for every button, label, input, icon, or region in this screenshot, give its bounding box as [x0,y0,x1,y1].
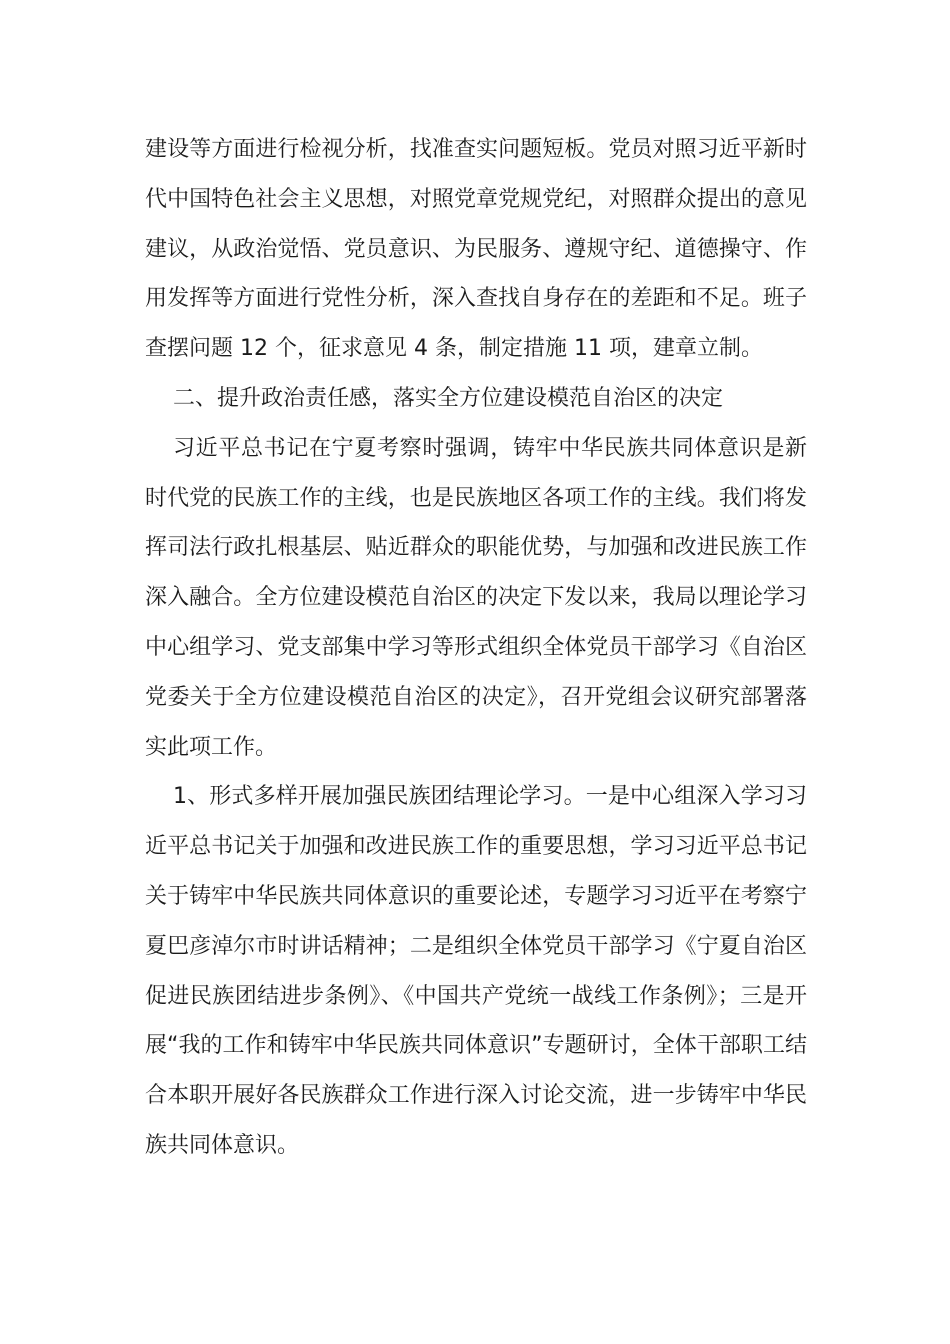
paragraph-numbered-item: 1、形式多样开展加强民族团结理论学习。一是中心组深入学习习近平总书记关于加强和改进民族工作的重要思想，学习习近平总书记关于铸牢中华民族共同体意识的重要论述，专题学习习近平在考察宁夏巴彦淖尔市时讲话精神；二是组织全体党员干部学习《宁夏自治区促进民族团结进步条例》、《中国共产党统一战线工作条例》；三是开展“我的工作和铸牢中华民族共同体意识”专题研讨，全体干部职工结合本职开展好各民族群众工作进行深入讨论交流，进一步铸牢中华民族共同体意识。 [145,784,807,1158]
document-body [145,125,807,1171]
paragraph-continuation: 建设等方面进行检视分析，找准查实问题短板。党员对照习近平新时代中国特色社会主义思想，对照党章党规党纪，对照群众提出的意见建议，从政治觉悟、党员意识、为民服务、遵规守纪、道德操守、作用发挥等方面进行党性分析，深入查找自身存在的差距和不足。班子查摆问题 12 个，征求意见 4 条，制定措施 11 项，建章立制。 [145,137,807,362]
paragraph-body: 习近平总书记在宁夏考察时强调，铸牢中华民族共同体意识是新时代党的民族工作的主线，也是民族地区各项工作的主线。我们将发挥司法行政扎根基层、贴近群众的职能优势，与加强和改进民族工作深入融合。全方位建设模范自治区的决定下发以来，我局以理论学习中心组学习、党支部集中学习等形式组织全体党员干部学习《自治区党委关于全方位建设模范自治区的决定》，召开党组会议研究部署落实此项工作。 [145,435,807,760]
section-heading: 二、提升政治责任感，落实全方位建设模范自治区的决定 [173,385,724,411]
